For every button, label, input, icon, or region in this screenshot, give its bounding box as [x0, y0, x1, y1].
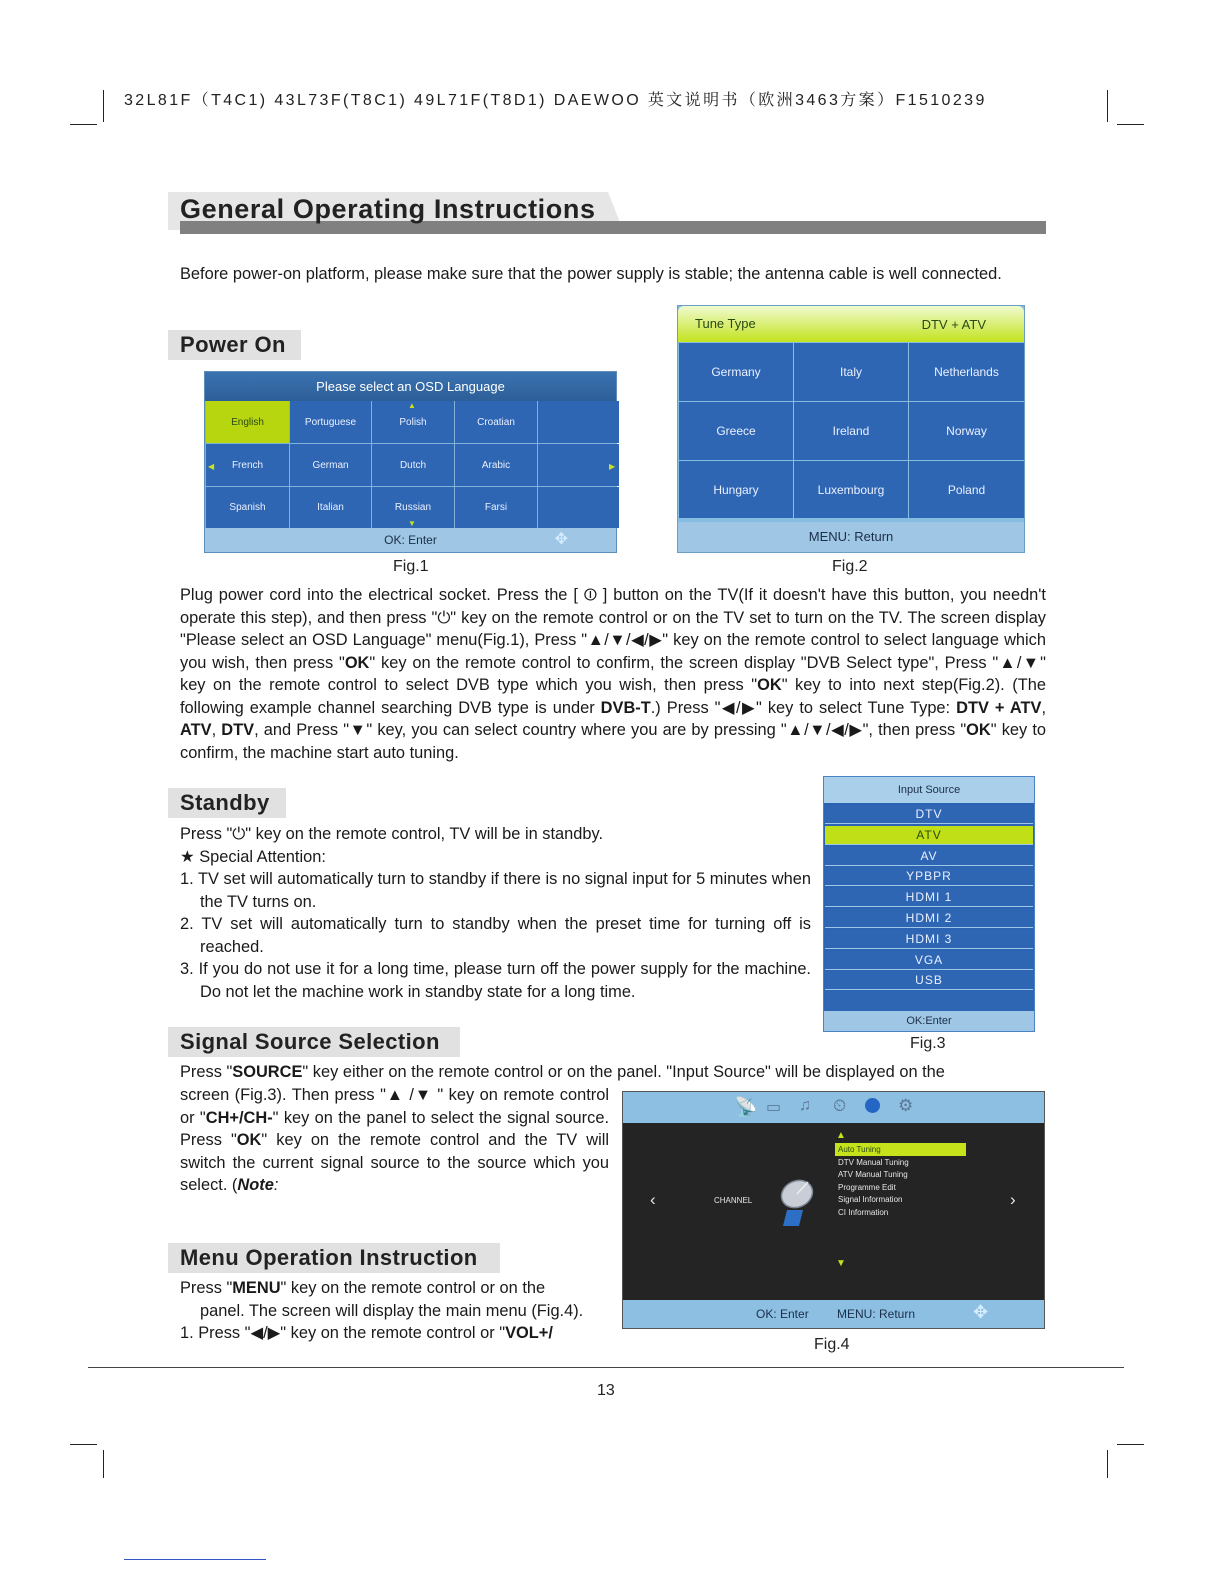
fig4-caption: Fig.4 [814, 1336, 850, 1353]
input-source-option[interactable]: DTV [825, 805, 1033, 824]
menu-return-hint: MENU: Return [678, 522, 1024, 552]
page-number: 13 [597, 1382, 615, 1399]
section-heading-standby: Standby [168, 788, 286, 818]
country-option[interactable]: Ireland [794, 402, 908, 460]
input-source-option[interactable]: HDMI 3 [825, 930, 1033, 949]
country-option[interactable]: Hungary [679, 461, 793, 518]
input-source-menu [823, 776, 1035, 1032]
section-heading-power-on: Power On [168, 330, 301, 360]
document-header: 32L81F（T4C1) 43L73F(T8C1) 49L71F(T8D1) DAEWOO 英文说明书（欧洲3463方案）F1510239 [124, 92, 987, 109]
menu-icon-bar [623, 1092, 1044, 1123]
time-icon: ⏲ [833, 1096, 847, 1115]
lock-icon: ⚙ [898, 1096, 914, 1115]
country-option[interactable]: Luxembourg [794, 461, 908, 518]
channel-menu-item[interactable]: Signal Information [838, 1195, 903, 1205]
page-title-banner [168, 192, 1046, 236]
crop-mark [1107, 1450, 1108, 1478]
section-heading-signal-source: Signal Source Selection [168, 1027, 460, 1057]
option-icon [865, 1098, 880, 1113]
page-title: General Operating Instructions [180, 194, 596, 224]
tune-type-menu [677, 305, 1025, 553]
standby-note: 1. TV set will automatically turn to standby if there is no signal input for 5 minutes when the TV turns on. [180, 870, 811, 911]
sound-icon: ♫ [799, 1097, 811, 1114]
standby-intro: Press "⏻" key on the remote control, TV will be in standby. [180, 825, 604, 843]
tune-type-label: Tune Type [695, 316, 756, 331]
satellite-dish-icon [773, 1176, 819, 1228]
crop-mark [1117, 1444, 1144, 1445]
navigation-pad-icon: ✥ [973, 1302, 989, 1322]
language-empty-cell [538, 487, 619, 528]
language-option[interactable]: Russian [372, 487, 454, 528]
country-option[interactable]: Italy [794, 343, 908, 401]
language-option[interactable]: Arabic [455, 444, 537, 486]
intro-paragraph: Before power-on platform, please make sure that the power supply is stable; the antenna cable is well connected. [180, 265, 1002, 283]
ok-enter-hint: OK: Enter [756, 1307, 809, 1321]
channel-menu-item[interactable]: ATV Manual Tuning [838, 1170, 908, 1180]
standby-note: 2. TV set will automatically turn to standby when the preset time for turning off is reached. [180, 915, 811, 956]
standby-list [180, 868, 811, 1003]
special-attention: ★ Special Attention: [180, 847, 326, 866]
fig4-footer [623, 1300, 1044, 1328]
country-option[interactable]: Norway [909, 402, 1024, 460]
input-source-option[interactable]: USB [825, 971, 1033, 990]
input-source-option[interactable]: AV [825, 847, 1033, 866]
language-option[interactable]: Italian [290, 487, 371, 528]
right-arrow-icon: ▶ [609, 462, 616, 471]
section-heading-menu-operation: Menu Operation Instruction [168, 1243, 500, 1273]
channel-menu-item[interactable]: Programme Edit [838, 1182, 896, 1192]
channel-label: CHANNEL [714, 1196, 753, 1205]
crop-mark [103, 90, 104, 122]
language-option[interactable]: German [290, 444, 371, 486]
crop-mark [1117, 124, 1144, 125]
input-source-option[interactable]: HDMI 2 [825, 909, 1033, 928]
footer-rule [88, 1367, 1124, 1368]
crop-mark [70, 1444, 97, 1445]
language-option[interactable]: Spanish [206, 487, 289, 528]
channel-menu-item[interactable]: DTV Manual Tuning [838, 1158, 909, 1167]
tune-type-header [678, 306, 1024, 342]
menu-operation-paragraph: Press "MENU" key on the remote control or on the panel. The screen will display the main menu (Fig.4). 1. Press "◀/▶" key on the remote control or "VOL+/ [180, 1279, 584, 1342]
channel-menu-item[interactable]: CI Information [838, 1207, 889, 1217]
picture-icon: ▭ [766, 1099, 782, 1116]
signal-source-line1: Press "SOURCE" key either on the remote control or on the panel. "Input Source" will be displayed on the [180, 1063, 945, 1081]
ok-enter-hint: OK: Enter [384, 533, 437, 547]
input-source-title: Input Source [824, 777, 1034, 803]
main-channel-menu [622, 1091, 1045, 1329]
country-option[interactable]: Netherlands [909, 343, 1024, 401]
standby-note: 3. If you do not use it for a long time, please turn off the power supply for the machine. Do not let the machine work in standby state for a long time. [180, 960, 811, 1001]
power-on-paragraph: Plug power cord into the electrical socket. Press the [ ⏼ ] button on the TV(If it doesn't have this button, you needn't operate this step), and then press "⏻" key on the remote control or on the TV set to turn on the TV. The screen display "Please select an OSD Language" menu(Fig.1), Press "▲/▼/◀/▶" key on the remote control to select language which you wish, then press "OK" key on the remote control to confirm, the screen display "DVB Select type", Press "▲/▼" key on the remote control to select DVB type which you wish, then press "OK" key to into next step(Fig.2). (The following example channel searching DVB type is under DVB-T.) Press "◀/▶" key to select Tune Type: DTV + ATV, ATV, DTV, and Press "▼" key, you can select country where you are by pressing "▲/▼/◀/▶", then press "OK" key to confirm, the machine start auto tuning. [180, 586, 1046, 762]
crop-mark [1107, 90, 1108, 122]
link-underline [124, 1559, 266, 1560]
fig1-caption: Fig.1 [393, 558, 429, 575]
input-source-option[interactable]: YPBPR [825, 867, 1033, 886]
standby-text [180, 823, 811, 1003]
down-arrow-icon: ▼ [408, 519, 416, 528]
ok-enter-hint: OK:Enter [824, 1011, 1034, 1031]
language-empty-cell [538, 444, 619, 486]
language-option[interactable]: Dutch [372, 444, 454, 486]
input-source-option[interactable]: HDMI 1 [825, 888, 1033, 907]
signal-source-paragraph: screen (Fig.3). Then press "▲ /▼ " key on remote control or "CH+/CH-" key on the panel to select the signal source. Press "OK" key on the remote control and the TV will switch the current signal source to the source which you select. (Note: [180, 1086, 609, 1194]
left-arrow-icon: ◀ [208, 462, 215, 471]
osd-menu-title: Please select an OSD Language [205, 372, 616, 401]
country-grid [679, 343, 1024, 518]
country-option[interactable]: Greece [679, 402, 793, 460]
language-option[interactable]: Farsi [455, 487, 537, 528]
language-option[interactable]: Portuguese [290, 401, 371, 443]
channel-menu-item[interactable]: Auto Tuning [835, 1143, 966, 1156]
tune-type-value: DTV + ATV [921, 317, 986, 332]
satellite-icon: 📡 [734, 1097, 758, 1118]
language-grid [206, 401, 617, 528]
fig3-caption: Fig.3 [910, 1035, 946, 1052]
input-source-option[interactable]: ATV [825, 826, 1033, 845]
up-arrow-icon: ▲ [836, 1130, 846, 1141]
input-source-option[interactable]: VGA [825, 951, 1033, 970]
menu-return-hint: MENU: Return [837, 1307, 916, 1321]
right-chevron-icon: › [1010, 1190, 1016, 1209]
down-arrow-icon: ▼ [836, 1258, 846, 1269]
language-option[interactable]: English [206, 401, 289, 443]
up-arrow-icon: ▲ [408, 401, 416, 410]
country-option[interactable]: Germany [679, 343, 793, 401]
osd-language-menu [204, 371, 617, 553]
country-option[interactable]: Poland [909, 461, 1024, 518]
osd-menu-footer [205, 528, 616, 552]
crop-mark [103, 1450, 104, 1478]
navigation-pad-icon: ✥ [554, 531, 568, 548]
language-option[interactable]: French [206, 444, 289, 486]
fig2-caption: Fig.2 [832, 558, 868, 575]
language-option[interactable]: Polish [372, 401, 454, 443]
language-option[interactable]: Croatian [455, 401, 537, 443]
language-empty-cell [538, 401, 619, 443]
left-chevron-icon: ‹ [650, 1190, 656, 1209]
crop-mark [70, 124, 97, 125]
